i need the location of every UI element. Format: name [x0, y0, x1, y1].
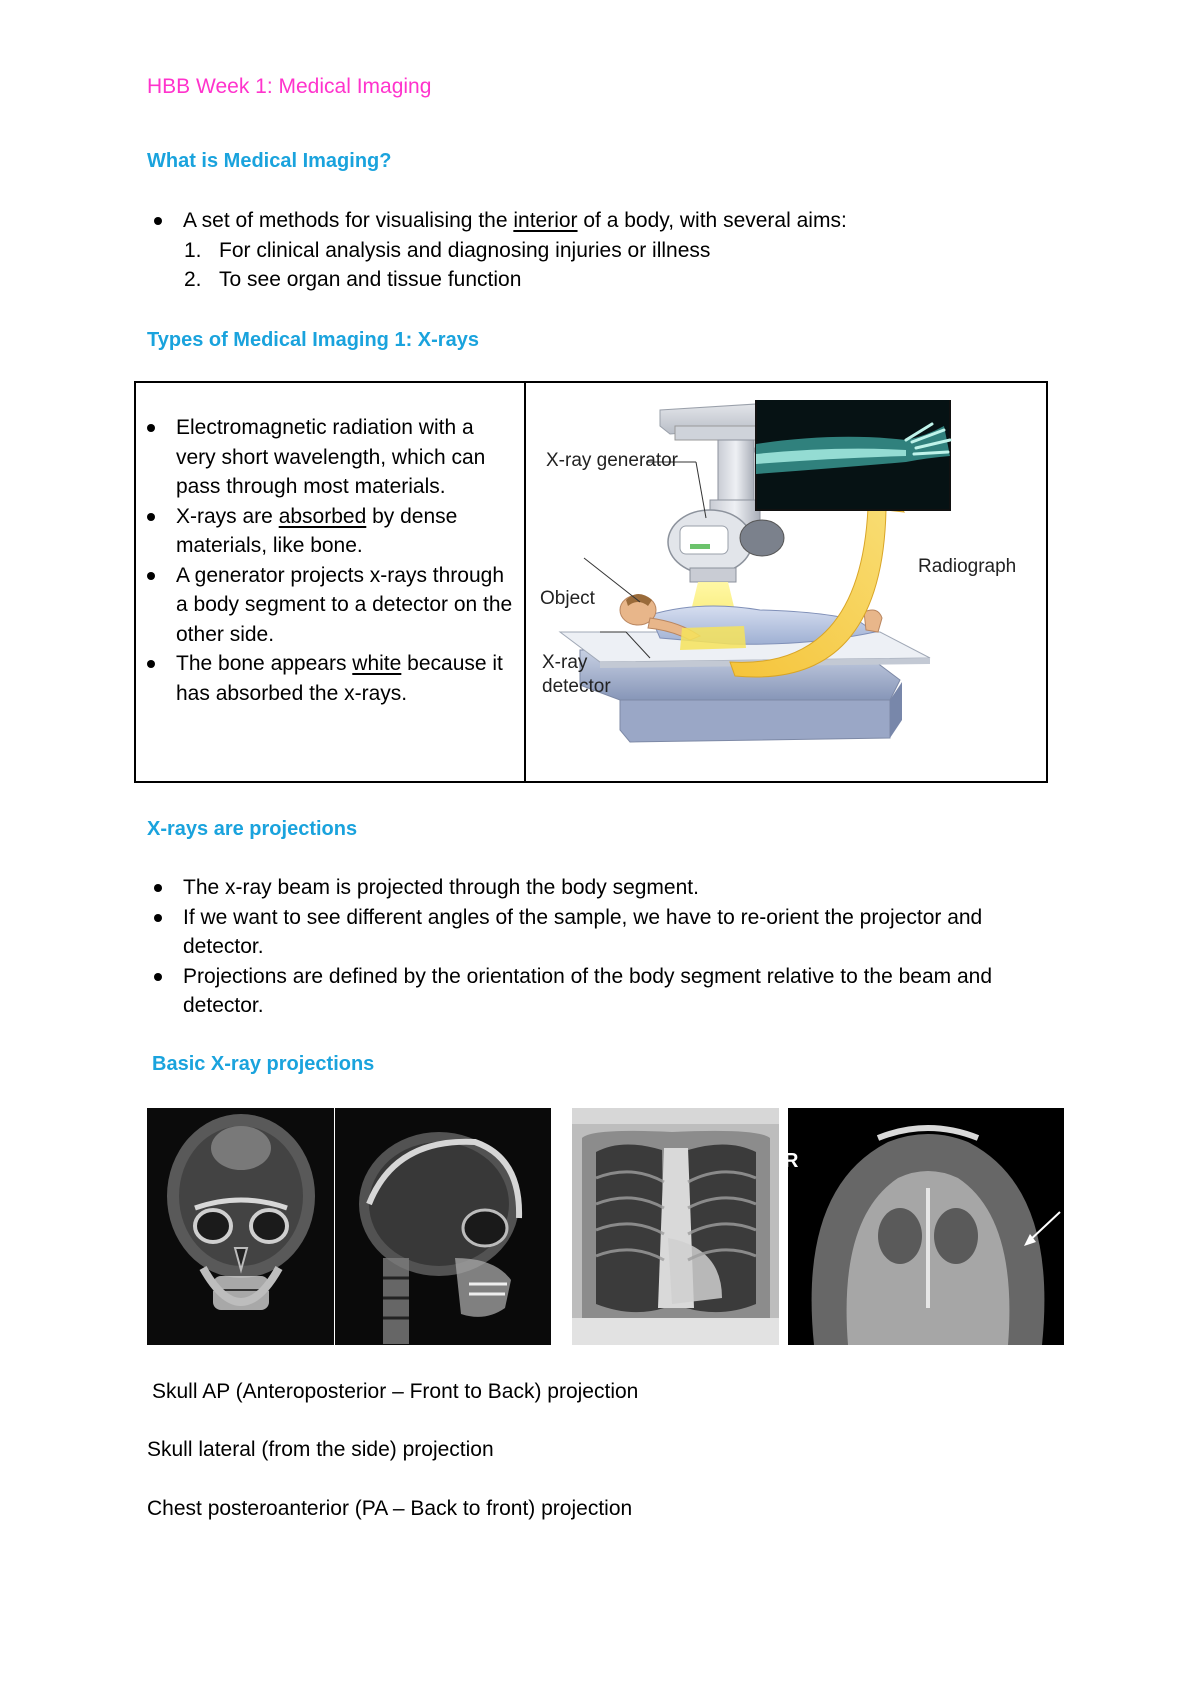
list-item: A set of methods for visualising the interior of a body, with several aims:	[147, 206, 1067, 236]
underlined-word: white	[352, 652, 402, 675]
heading-types-xrays: Types of Medical Imaging 1: X-rays	[147, 329, 479, 351]
list-item: X-rays are absorbed by dense materials, like bone.	[140, 502, 518, 561]
caption-chest-pa: Chest posteroanterior (PA – Back to front) projection	[147, 1497, 633, 1520]
heading-xrays-are-projections: X-rays are projections	[147, 818, 358, 840]
list-item: If we want to see different angles of the sample, we have to re-orient the projector and detector.	[147, 903, 1067, 962]
list-item: A generator projects x-rays through a body segment to a detector on the other side.	[140, 561, 518, 650]
underlined-word: interior	[513, 209, 578, 232]
underlined-word: absorbed	[278, 504, 367, 528]
list-item: The x-ray beam is projected through the body segment.	[147, 873, 1067, 903]
label-xray-detector-line1: X-ray	[542, 652, 588, 673]
chest-pa-xray-image	[572, 1108, 779, 1345]
skull-ap-xray-image	[147, 1108, 334, 1345]
caption-skull-ap: Skull AP (Anteroposterior – Front to Back) projection	[152, 1380, 639, 1403]
label-xray-generator: X-ray generator	[546, 450, 679, 471]
skull-axial-xray-image	[788, 1108, 1064, 1345]
list-item: 1. For clinical analysis and diagnosing injuries or illness	[184, 238, 711, 262]
caption-skull-lateral: Skull lateral (from the side) projection	[147, 1438, 494, 1461]
label-object: Object	[540, 588, 595, 609]
list-item: 2. To see organ and tissue function	[184, 268, 522, 291]
heading-what-is-medical-imaging: What is Medical Imaging?	[147, 150, 392, 172]
heading-basic-xray-projections: Basic X-ray projections	[152, 1053, 375, 1075]
list-item: Electromagnetic radiation with a very short wavelength, which can pass through most materials.	[140, 413, 518, 502]
label-radiograph: Radiograph	[918, 556, 1017, 577]
document-title: HBB Week 1: Medical Imaging	[147, 75, 432, 98]
label-xray-detector-line2: detector	[542, 676, 611, 697]
projections-list	[147, 873, 1067, 1021]
what-is-list	[147, 206, 1067, 295]
list-item: Projections are defined by the orientation of the body segment relative to the beam and detector.	[147, 962, 1067, 1021]
xray-machine-illustration	[530, 400, 1040, 750]
xray-facts-cell	[140, 413, 518, 708]
skull-lateral-xray-image	[335, 1108, 551, 1345]
right-side-marker: R	[784, 1150, 799, 1172]
list-item: The bone appears white because it has absorbed the x-rays.	[140, 649, 518, 708]
